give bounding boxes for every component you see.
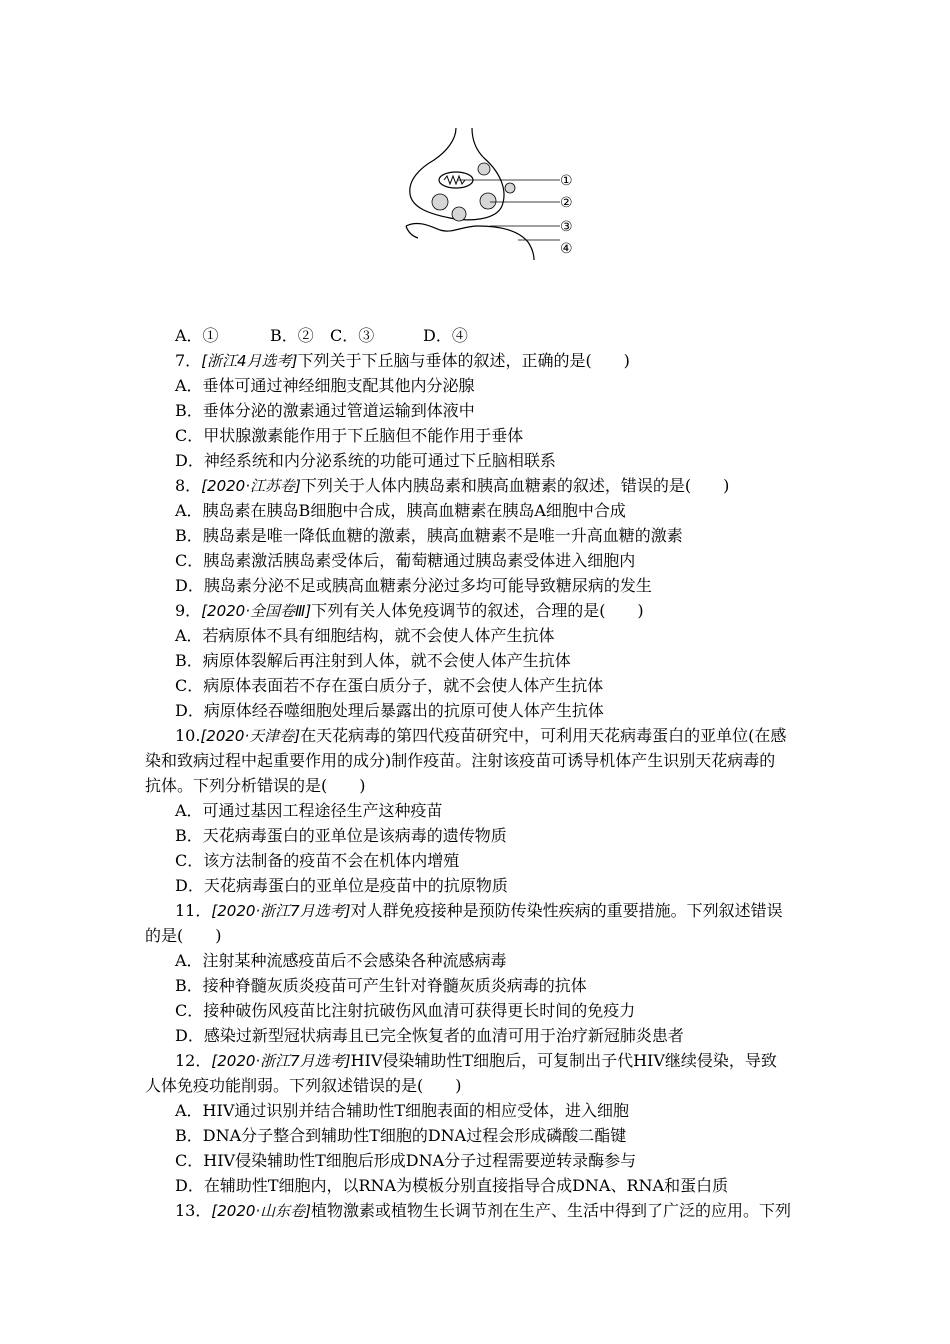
q10-option-d: D．天花病毒蛋白的亚单位是疫苗中的抗原物质 xyxy=(175,876,508,895)
q12-stem-line2: 人体免疫功能削弱。下列叙述错误的是( ) xyxy=(145,1076,462,1095)
figure-label-2: ② xyxy=(560,195,573,211)
q10-option-c: C．该方法制备的疫苗不会在机体内增殖 xyxy=(175,851,460,870)
q9-option-c: C．病原体表面若不存在蛋白质分子，就不会使人体产生抗体 xyxy=(175,676,604,695)
q10-stem-line2: 染和致病过程中起重要作用的成分)制作疫苗。注射该疫苗可诱导机体产生识别天花病毒的 xyxy=(145,751,776,770)
q9-stem: 9．[2020·全国卷Ⅲ]下列有关人体免疫调节的叙述，合理的是( ) xyxy=(175,601,644,620)
postsynaptic-left xyxy=(406,226,418,238)
q13-stem: 13．[2020·山东卷]植物激素或植物生长调节剂在生产、生活中得到了广泛的应用。下列 xyxy=(175,1201,792,1220)
q6-options xyxy=(175,323,855,348)
q8-option-b: B．胰岛素是唯一降低血糖的激素，胰高血糖素不是唯一升高血糖的激素 xyxy=(175,526,683,545)
q10-stem-line3: 抗体。下列分析错误的是( ) xyxy=(145,776,366,795)
q6-option-b: B．② xyxy=(270,326,314,345)
q11-stem-line2: 的是( ) xyxy=(145,926,222,945)
figure-label-3: ③ xyxy=(560,219,573,235)
q8-stem: 8．[2020·江苏卷]下列关于人体内胰岛素和胰高血糖素的叙述，错误的是( ) xyxy=(175,476,730,495)
q12-option-c: C．HIV侵染辅助性T细胞后形成DNA分子过程需要逆转录酶参与 xyxy=(175,1151,637,1170)
vesicle xyxy=(505,183,515,193)
q11-stem: 11．[2020·浙江7月选考]对人群免疫接种是预防传染性疾病的重要措施。下列叙述错误 xyxy=(175,901,783,920)
q6-option-d: D．④ xyxy=(423,326,468,345)
figure-label-1: ① xyxy=(560,173,573,189)
figure-label-4: ④ xyxy=(560,241,573,257)
q11-option-d: D．感染过新型冠状病毒且已完全恢复者的血清可用于治疗新冠肺炎患者 xyxy=(175,1026,684,1045)
q7-stem: 7．[浙江4月选考]下列关于下丘脑与垂体的叙述，正确的是( ) xyxy=(175,351,630,370)
q12-option-d: D．在辅助性T细胞内，以RNA为模板分别直接指导合成DNA、RNA和蛋白质 xyxy=(175,1176,729,1195)
q9-option-d: D．病原体经吞噬细胞处理后暴露出的抗原可使人体产生抗体 xyxy=(175,701,604,720)
q9-option-a: A．若病原体不具有细胞结构，就不会使人体产生抗体 xyxy=(175,626,555,645)
q10-option-b: B．天花病毒蛋白的亚单位是该病毒的遗传物质 xyxy=(175,826,507,845)
vesicle xyxy=(480,193,496,209)
q7-option-a: A．垂体可通过神经细胞支配其他内分泌腺 xyxy=(175,376,475,395)
vesicle xyxy=(478,163,490,175)
q10-option-a: A．可通过基因工程途径生产这种疫苗 xyxy=(175,801,443,820)
q7-option-d: D．神经系统和内分泌系统的功能可通过下丘脑相联系 xyxy=(175,451,556,470)
synapse-diagram xyxy=(400,122,573,262)
q6-option-a: A．① xyxy=(175,326,219,345)
q12-option-b: B．DNA分子整合到辅助性T细胞的DNA过程会形成磷酸二酯键 xyxy=(175,1126,627,1145)
q9-option-b: B．病原体裂解后再注射到人体，就不会使人体产生抗体 xyxy=(175,651,571,670)
q7-option-c: C．甲状腺激素能作用于下丘脑但不能作用于垂体 xyxy=(175,426,524,445)
q8-option-d: D．胰岛素分泌不足或胰高血糖素分泌过多均可能导致糖尿病的发生 xyxy=(175,576,652,595)
q11-option-b: B．接种脊髓灰质炎疫苗可产生针对脊髓灰质炎病毒的抗体 xyxy=(175,976,587,995)
q6-option-c: C．③ xyxy=(330,326,375,345)
vesicle-release xyxy=(452,207,466,221)
q12-stem: 12．[2020·浙江7月选考]HIV侵染辅助性T细胞后，可复制出子代HIV继续侵染，导致 xyxy=(175,1051,777,1070)
q12-option-a: A．HIV通过识别并结合辅助性T细胞表面的相应受体，进入细胞 xyxy=(175,1101,630,1120)
q10-stem: 10.[2020·天津卷]在天花病毒的第四代疫苗研究中，可利用天花病毒蛋白的亚单位(在感 xyxy=(175,726,787,745)
q7-option-b: B．垂体分泌的激素通过管道运输到体液中 xyxy=(175,401,475,420)
q11-option-a: A．注射某种流感疫苗后不会感染各种流感病毒 xyxy=(175,951,507,970)
vesicle xyxy=(432,194,448,210)
q8-option-a: A．胰岛素在胰岛B细胞中合成，胰高血糖素在胰岛A细胞中合成 xyxy=(175,501,626,520)
q8-option-c: C．胰岛素激活胰岛素受体后，葡萄糖通过胰岛素受体进入细胞内 xyxy=(175,551,636,570)
q11-option-c: C．接种破伤风疫苗比注射抗破伤风血清可获得更长时间的免疫力 xyxy=(175,1001,636,1020)
postsynaptic-membrane xyxy=(406,223,534,260)
